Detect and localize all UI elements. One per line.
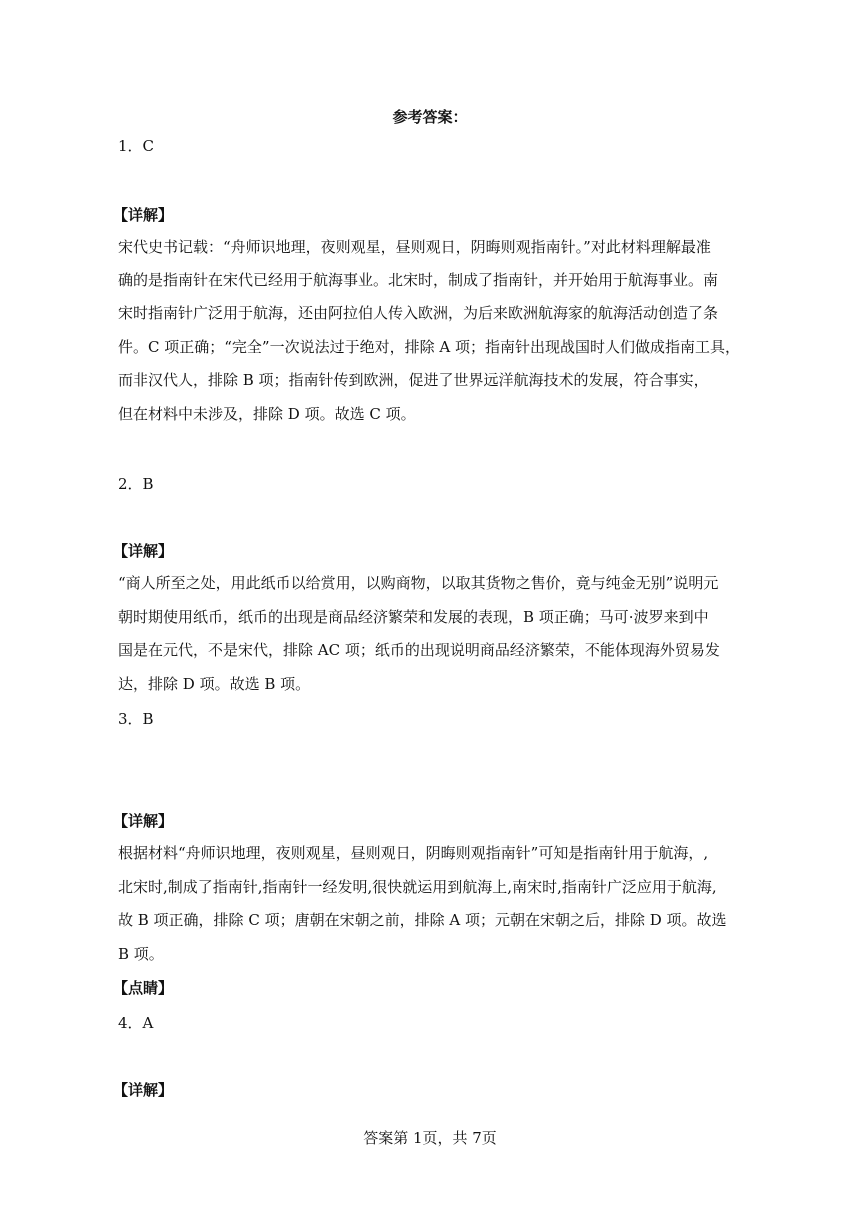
detail-label-2: 【详解】: [113, 542, 174, 560]
answer-1: 1．C: [118, 137, 155, 155]
detail-2-line-3: 国是在元代，不是宋代，排除 AC 项；纸币的出现说明商品经济繁荣，不能体现海外贸易发: [118, 641, 720, 659]
detail-1-line-3: 宋时指南针广泛用于航海，还由阿拉伯人传入欧洲，为后来欧洲航海家的航海活动创造了条: [118, 304, 719, 322]
detail-2-line-4: 达，排除 D 项。故选 B 项。: [118, 675, 311, 693]
detail-1-line-4: 件。C 项正确；“完全”一次说法过于绝对，排除 A 项；指南针出现战国时人们做成指南工具，: [118, 338, 740, 356]
page-footer: 答案第 1页，共 7页: [363, 1129, 497, 1147]
page-title: 参考答案：: [392, 108, 468, 126]
detail-1-line-1: 宋代史书记载：“舟师识地理，夜则观星，昼则观日，阴晦则观指南针。”对此材料理解最准: [118, 238, 711, 256]
detail-1-line-6: 但在材料中未涉及，排除 D 项。故选 C 项。: [118, 405, 416, 423]
detail-1-line-5: 而非汉代人，排除 B 项；指南针传到欧洲，促进了世界远洋航海技术的发展，符合事实，: [118, 371, 709, 389]
answer-3: 3．B: [118, 710, 154, 728]
detail-2-line-1: “商人所至之处，用此纸币以给赏用，以购商物，以取其货物之售价，竟与纯金无别”说明元: [118, 574, 719, 592]
detail-1-line-2: 确的是指南针在宋代已经用于航海事业。北宋时，制成了指南针，并开始用于航海事业。南: [118, 271, 719, 289]
hint-label-3: 【点睛】: [113, 979, 174, 997]
detail-2-line-2: 朝时期使用纸币，纸币的出现是商品经济繁荣和发展的表现，B 项正确；马可·波罗来到中: [118, 608, 709, 626]
detail-3-line-4: B 项。: [118, 945, 164, 963]
detail-3-line-2: 北宋时,制成了指南针,指南针一经发明,很快就运用到航海上,南宋时,指南针广泛应用于航海,: [118, 878, 717, 896]
detail-label-1: 【详解】: [113, 206, 174, 224]
detail-label-3: 【详解】: [113, 812, 174, 830]
detail-3-line-3: 故 B 项正确，排除 C 项；唐朝在宋朝之前，排除 A 项；元朝在宋朝之后，排除 D 项。故选: [118, 911, 727, 929]
answer-2: 2．B: [118, 475, 154, 493]
answer-4: 4．A: [118, 1014, 154, 1032]
detail-label-4: 【详解】: [113, 1081, 174, 1099]
detail-3-line-1: 根据材料“舟师识地理，夜则观星，昼则观日，阴晦则观指南针”可知是指南针用于航海，,: [118, 844, 709, 862]
